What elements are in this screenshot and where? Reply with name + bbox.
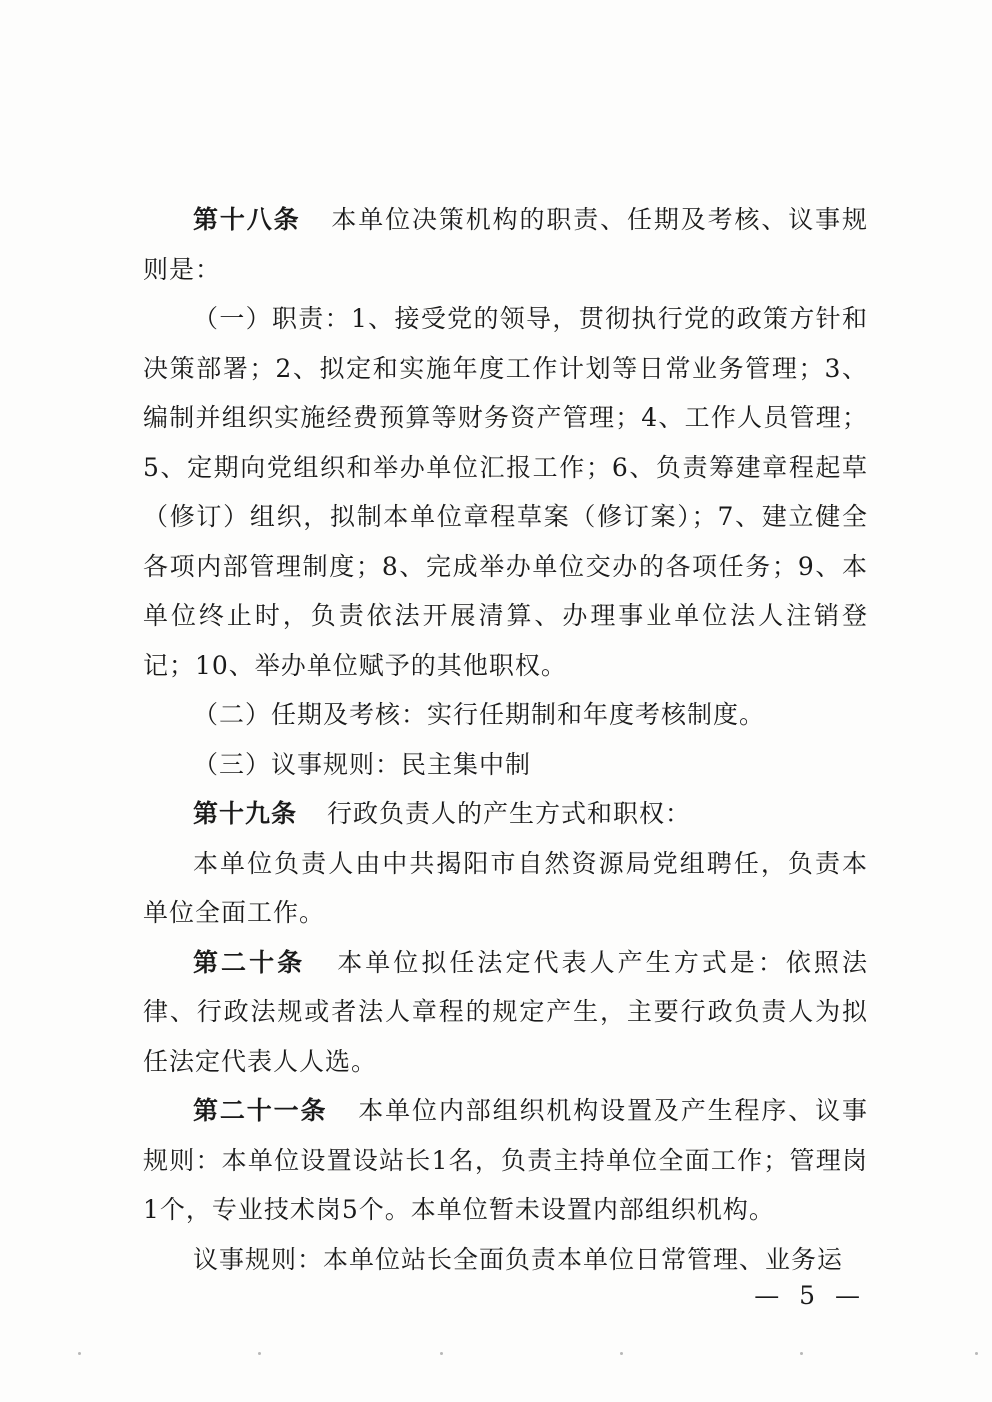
document-body xyxy=(143,195,868,1284)
speck xyxy=(258,1352,261,1355)
duties-paragraph xyxy=(143,294,868,690)
article-20-paragraph xyxy=(143,938,868,1087)
paragraph-text: 行政负责人的产生方式和职权： xyxy=(327,799,692,828)
article-heading: 第十八条 xyxy=(193,205,301,234)
scan-edge-specks xyxy=(0,1352,992,1362)
head-appointment-paragraph xyxy=(143,839,868,938)
procedure-rules-paragraph xyxy=(143,1235,868,1285)
speck xyxy=(800,1352,803,1355)
speck xyxy=(975,1352,978,1355)
paragraph-text: 议事规则：本单位站长全面负责本单位日常管理、业务运 xyxy=(193,1244,844,1274)
paragraph-text: （三）议事规则：民主集中制 xyxy=(193,749,532,779)
article-heading: 第十九条 xyxy=(193,799,298,828)
article-21-paragraph xyxy=(143,1086,868,1235)
article-18-paragraph xyxy=(143,195,868,294)
term-paragraph xyxy=(143,690,868,740)
paragraph-text: 本单位拟任法定代表人产生方式是：依照法律、行政法规或者法人章程的规定产生，主要行政负责人为拟任法定代表人人选。 xyxy=(143,947,868,1076)
speck xyxy=(620,1352,623,1355)
article-heading: 第二十条 xyxy=(193,947,306,977)
speck xyxy=(440,1352,443,1355)
paragraph-text: （二）任期及考核：实行任期制和年度考核制度。 xyxy=(193,700,766,729)
page-number: — 5 — xyxy=(754,1281,866,1310)
article-19-paragraph xyxy=(143,789,868,839)
paragraph-text: 本单位内部组织机构设置及产生程序、议事规则：本单位设置设站长1名，负责主持单位全面工作；管理岗1个，专业技术岗5个。本单位暂未设置内部组织机构。 xyxy=(143,1096,868,1224)
paragraph-text: （一）职责：1、接受党的领导，贯彻执行党的政策方针和决策部署；2、拟定和实施年度工作计划等日常业务管理；3、编制并组织实施经费预算等财务资产管理；4、工作人员管理；5、定期向党组织和举办单位汇报工作；6、负责筹建章程起草（修订）组织，拟制本单位章程草案（修订案）；7、建立健全各项内部管理制度；8、完成举办单位交办的各项任务；9、本单位终止时，负责依法开展清算、办理事业单位法人注销登记；10、举办单位赋予的其他职权。 xyxy=(143,304,868,680)
paragraph-text: 本单位决策机构的职责、任期及考核、议事规则是： xyxy=(143,205,868,284)
paragraph-text: 本单位负责人由中共揭阳市自然资源局党组聘任，负责本单位全面工作。 xyxy=(143,848,868,927)
speck xyxy=(78,1352,81,1355)
rules-paragraph xyxy=(143,740,868,790)
article-heading: 第二十一条 xyxy=(193,1096,328,1125)
